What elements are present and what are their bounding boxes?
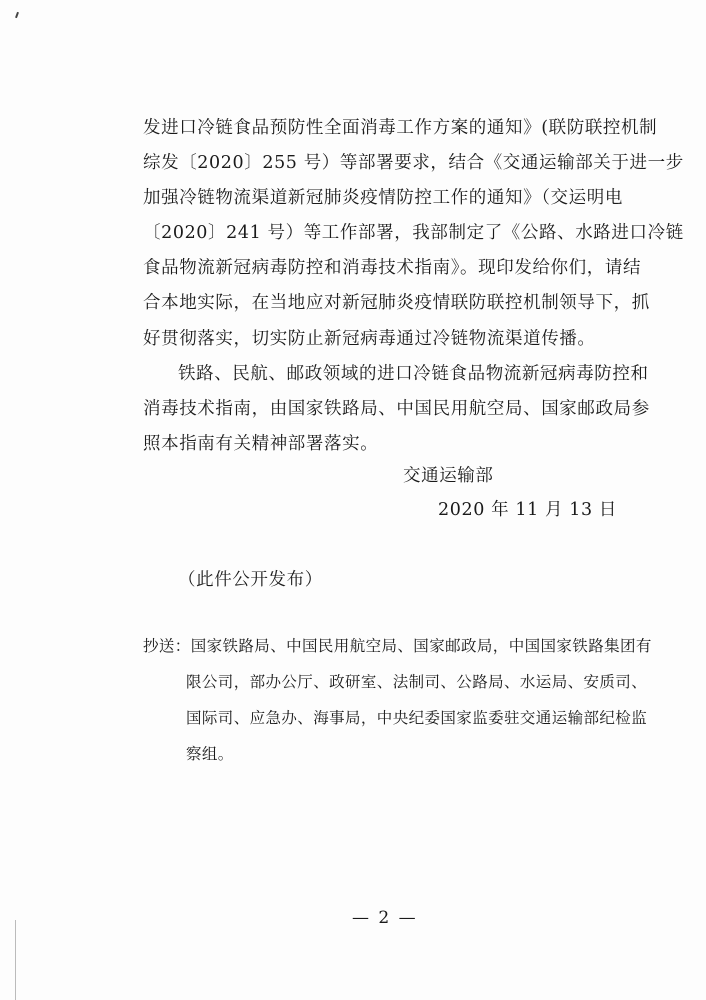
body-line-4: 〔2020〕241 号）等工作部署，我部制定了《公路、水路进口冷链 [143,223,684,243]
body-line-8: 铁路、民航、邮政领域的进口冷链食品物流新冠病毒防控和 [178,364,649,384]
body-line-3: 加强冷链物流渠道新冠肺炎疫情防控工作的通知》（交运明电 [143,188,623,208]
cc-line-4: 察组。 [186,745,234,763]
cc-line-1: 抄送：国家铁路局、中国民用航空局、国家邮政局，中国国家铁路集团有 [143,637,652,655]
body-line-2: 综发〔2020〕255 号）等部署要求，结合《交通运输部关于进一步 [143,153,684,173]
signature-org: 交通运输部 [403,466,494,486]
body-line-1: 发进口冷链食品预防性全面消毒工作方案的通知》(联防联控机制 [143,118,658,138]
body-line-6: 合本地实际，在当地应对新冠肺炎疫情联防联控机制领导下，抓 [143,293,650,313]
body-line-10: 照本指南有关精神部署落实。 [143,434,379,454]
cc-line-3: 国际司、应急办、海事局，中央纪委国家监委驻交通运输部纪检监 [186,709,648,727]
body-line-7: 好贯彻落实，切实防止新冠病毒通过冷链物流渠道传播。 [143,329,596,349]
signature-date: 2020 年 11 月 13 日 [438,500,617,520]
body-line-5: 食品物流新冠病毒防控和消毒技术指南》。现印发给你们，请结 [143,258,642,278]
scan-speck [15,12,19,18]
scan-edge-line [15,920,16,1000]
cc-line-2: 限公司，部办公厅、政研室、法制司、公路局、水运局、安质司、 [186,673,648,691]
body-line-9: 消毒技术指南，由国家铁路局、中国民用航空局、国家邮政局参 [143,399,650,419]
page-number: — 2 — [352,908,418,928]
release-note: （此件公开发布） [178,570,323,590]
